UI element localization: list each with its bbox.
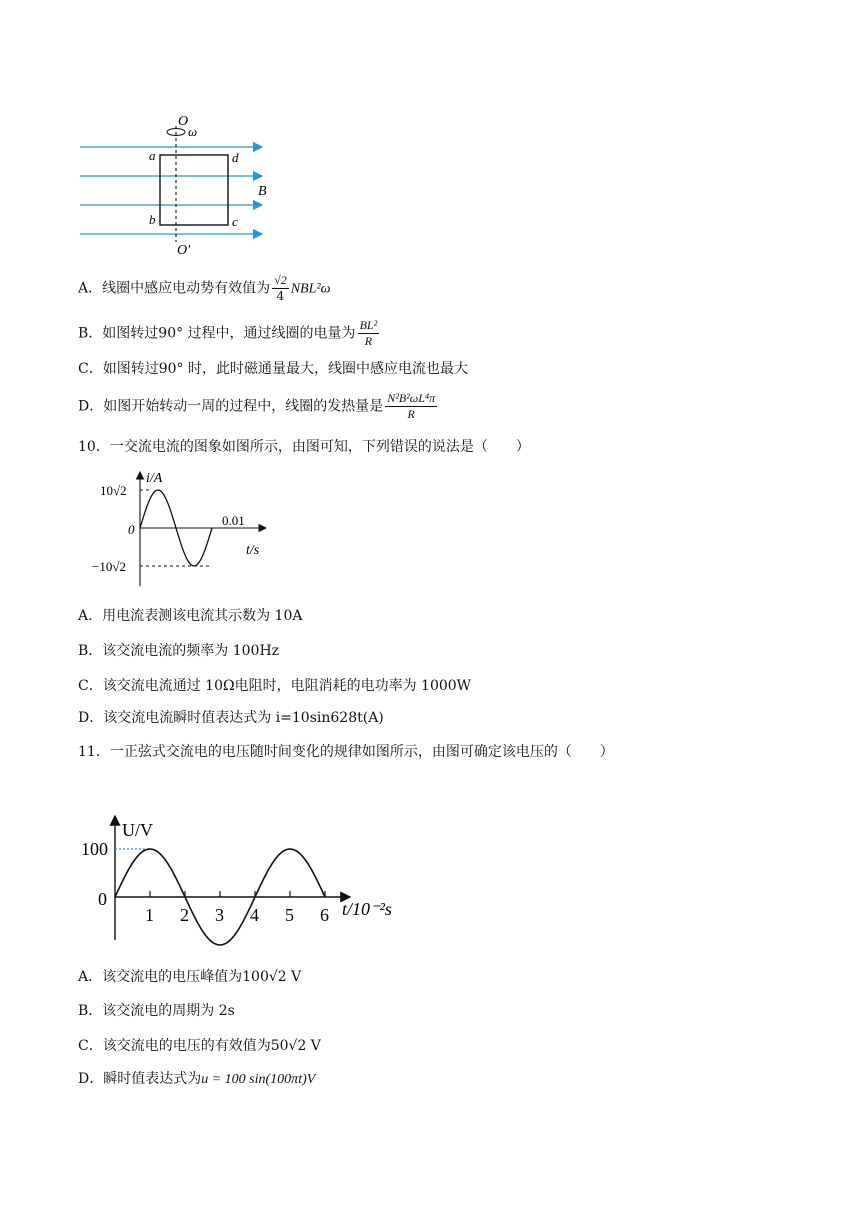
coil-loop (160, 155, 228, 225)
label-a: a (149, 148, 156, 163)
q11-x-ticks (145, 891, 329, 925)
q10-ylabel: i/A (146, 471, 163, 486)
q11-x-tick-label: 5 (285, 905, 294, 925)
fraction: $\frac{√2}{4}$ (274, 273, 287, 303)
q11-ytick-100: 100 (81, 839, 108, 859)
q11-option-b: B．该交流电的周期为 2s (78, 1003, 235, 1019)
q11-x-tick-label: 6 (320, 905, 329, 925)
q10-option-a: A．用电流表测该电流其示数为 10A (78, 608, 303, 624)
q9-option-a: A．线圈中感应电动势有效值为 $\frac{√2}{4}$ NBL²ω (78, 273, 331, 303)
q11-option-d: D．瞬时值表达式为u = 100 sin(100πt)V (78, 1071, 316, 1087)
q10-current-chart (88, 468, 278, 588)
q10-option-b: B．该交流电流的频率为 100Hz (78, 643, 280, 659)
q11-xlabel: t/10⁻²s (342, 899, 392, 919)
q10-option-c: C．该交流电流通过 10Ω电阻时，电阻消耗的电功率为 1000W (78, 678, 472, 694)
label-d: d (232, 150, 239, 165)
q11-x-tick-label: 3 (215, 905, 224, 925)
q9-option-d: D．如图开始转动一周的过程中，线圈的发热量是 $\frac{\text{N²B²ωL⁴π}}{R}$ (78, 391, 436, 421)
q11-ytick-0: 0 (98, 889, 107, 909)
fraction: $\frac{\text{N²B²ωL⁴π}}{R}$ (387, 391, 436, 421)
q9-loop-figure (80, 112, 280, 260)
label-omega: ω (188, 124, 198, 139)
q11-ylabel: U/V (122, 820, 153, 840)
label-O: O (178, 114, 189, 129)
q11-stem: 11．一正弦式交流电的电压随时间变化的规律如图所示，由图可确定该电压的（ ） (78, 744, 614, 760)
fraction: $\frac{\text{BL²}}{R}$ (359, 318, 378, 348)
q10-ytick-pos: 10√2 (100, 483, 127, 498)
q10-ytick-neg: −10√2 (92, 559, 126, 574)
q11-x-tick-label: 1 (145, 905, 154, 925)
q10-ytick-zero: 0 (128, 522, 135, 537)
q10-option-d: D．该交流电流瞬时值表达式为 i=10sin628t(A) (78, 710, 384, 726)
q11-option-c: C．该交流电的电压的有效值为50√2 V (78, 1038, 321, 1054)
q11-x-tick-label: 4 (250, 905, 259, 925)
q11-x-tick-label: 2 (180, 905, 189, 925)
label-c: c (232, 214, 238, 229)
q10-xtick: 0.01 (222, 513, 245, 528)
q10-xlabel: t/s (246, 543, 260, 558)
q9-option-c: C．如图转过90° 时，此时磁通量最大，线圈中感应电流也最大 (78, 361, 468, 377)
q11-voltage-chart (81, 808, 432, 948)
q10-stem: 10．一交流电流的图象如图所示，由图可知，下列错误的说法是（ ） (78, 439, 530, 455)
label-b: b (149, 212, 156, 227)
q9-option-b: B．如图转过90° 过程中，通过线圈的电量为 $\frac{\text{BL²}}{R}$ (78, 318, 378, 348)
label-O-prime: O′ (177, 243, 191, 258)
label-B: B (258, 184, 267, 199)
q11-option-a: A．该交流电的电压峰值为100√2 V (78, 969, 302, 985)
